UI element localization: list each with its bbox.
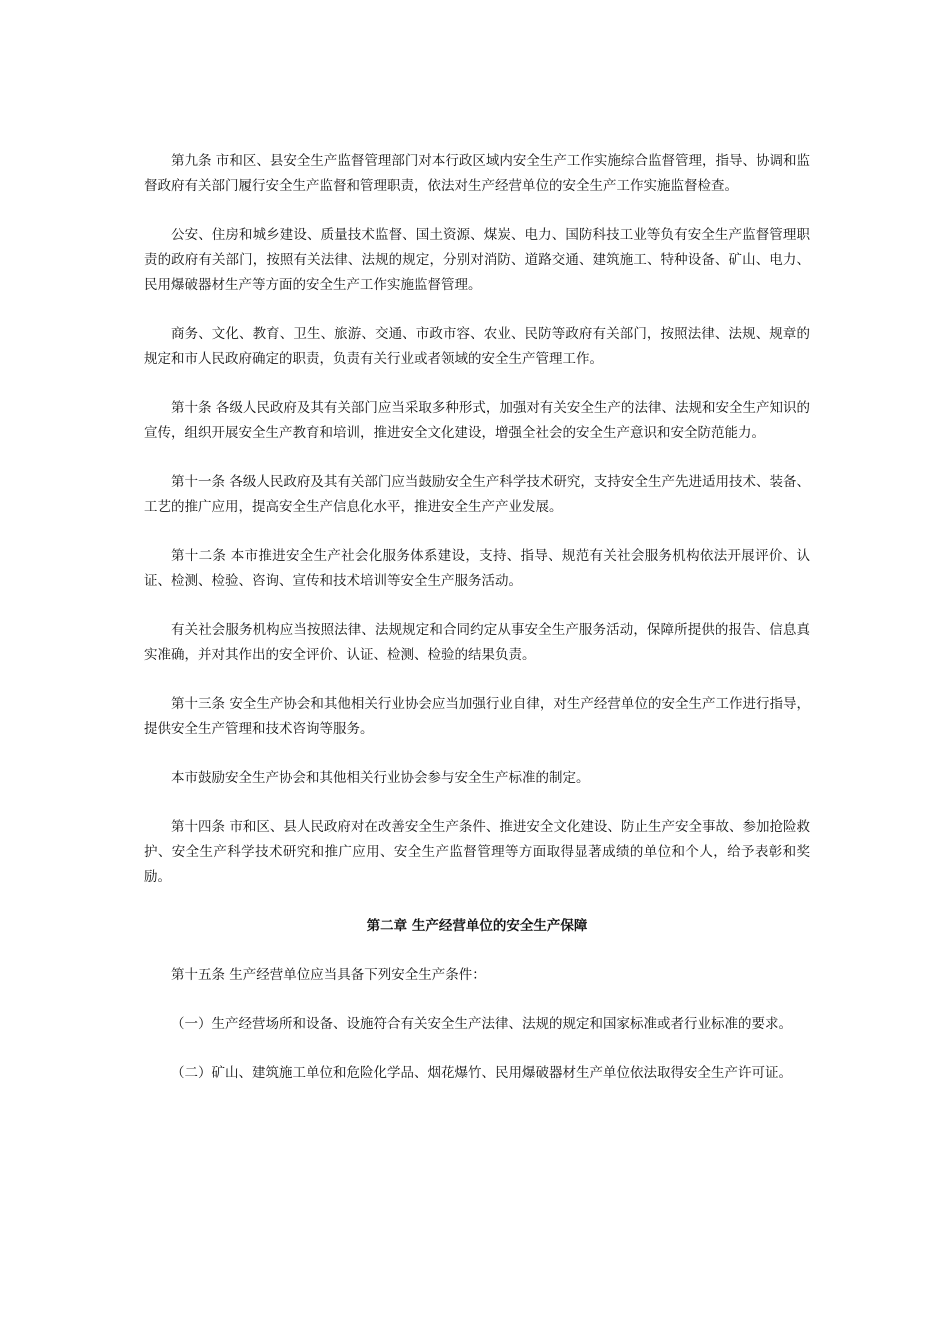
article-9-paragraph-2: 公安、住房和城乡建设、质量技术监督、国土资源、煤炭、电力、国防科技工业等负有安全生产监督管理职责的政府有关部门，按照有关法律、法规的规定，分别对消防、道路交通、建筑施工、特种设备、矿山、电力、民用爆破器材生产等方面的安全生产工作实施监督管理。 — [144, 227, 810, 293]
article-14-paragraph: 第十四条 市和区、县人民政府对在改善安全生产条件、推进安全文化建设、防止生产安全事故、参加抢险救护、安全生产科学技术研究和推广应用、安全生产监督管理等方面取得显著成绩的单位和个人，给予表彰和奖励。 — [144, 819, 810, 885]
article-13-paragraph: 第十三条 安全生产协会和其他相关行业协会应当加强行业自律，对生产经营单位的安全生产工作进行指导，提供安全生产管理和技术咨询等服务。 — [144, 696, 810, 737]
article-11-paragraph: 第十一条 各级人民政府及其有关部门应当鼓励安全生产科学技术研究，支持安全生产先进适用技术、装备、工艺的推广应用，提高安全生产信息化水平，推进安全生产产业发展。 — [144, 474, 810, 515]
article-13-paragraph-2: 本市鼓励安全生产协会和其他相关行业协会参与安全生产标准的制定。 — [171, 770, 590, 786]
article-15-paragraph: 第十五条 生产经营单位应当具备下列安全生产条件： — [171, 967, 486, 983]
article-15-item-1: （一）生产经营场所和设备、设施符合有关安全生产法律、法规的规定和国家标准或者行业标准的要求。 — [171, 1016, 792, 1032]
article-10-paragraph: 第十条 各级人民政府及其有关部门应当采取多种形式，加强对有关安全生产的法律、法规和安全生产知识的宣传，组织开展安全生产教育和培训，推进安全文化建设，增强全社会的安全生产意识和安全防范能力。 — [144, 400, 810, 441]
chapter-heading: 第二章 生产经营单位的安全生产保障 — [366, 918, 588, 934]
article-9-paragraph: 第九条 市和区、县安全生产监督管理部门对本行政区域内安全生产工作实施综合监督管理，指导、协调和监督政府有关部门履行安全生产监督和管理职责，依法对生产经营单位的安全生产工作实施监督检查。 — [144, 153, 810, 194]
document-body — [144, 149, 810, 1110]
article-15-item-2: （二）矿山、建筑施工单位和危险化学品、烟花爆竹、民用爆破器材生产单位依法取得安全生产许可证。 — [171, 1065, 792, 1081]
article-12-paragraph-2: 有关社会服务机构应当按照法律、法规规定和合同约定从事安全生产服务活动，保障所提供的报告、信息真实准确，并对其作出的安全评价、认证、检测、检验的结果负责。 — [144, 622, 810, 663]
article-9-paragraph-3: 商务、文化、教育、卫生、旅游、交通、市政市容、农业、民防等政府有关部门，按照法律、法规、规章的规定和市人民政府确定的职责，负责有关行业或者领域的安全生产管理工作。 — [144, 326, 810, 367]
article-12-paragraph: 第十二条 本市推进安全生产社会化服务体系建设，支持、指导、规范有关社会服务机构依法开展评价、认证、检测、检验、咨询、宣传和技术培训等安全生产服务活动。 — [144, 548, 810, 589]
